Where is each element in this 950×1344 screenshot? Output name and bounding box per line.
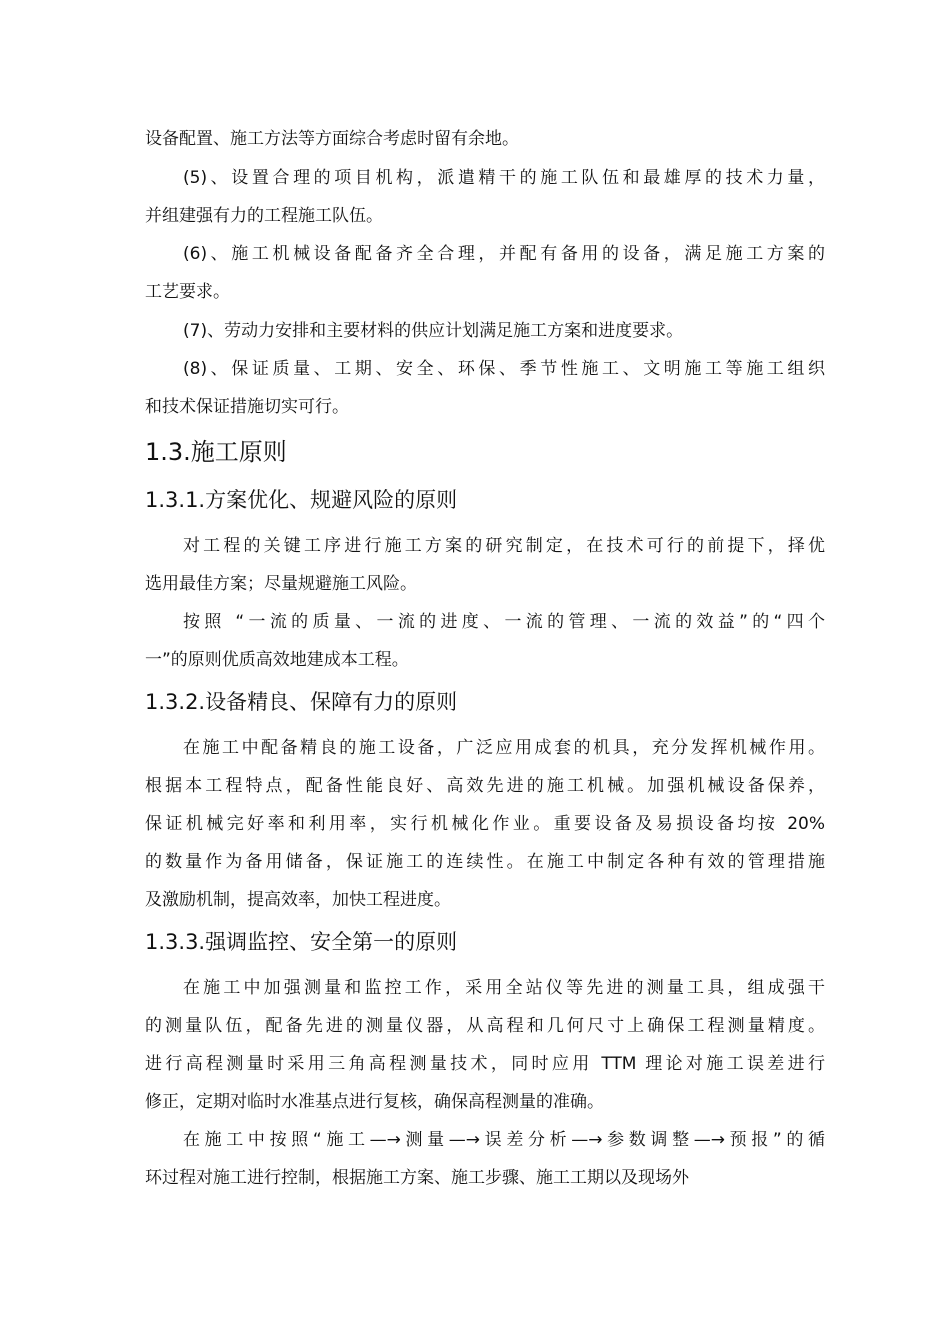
list-item-6-line-1: (6)、施工机械设备配备齐全合理，并配有备用的设备，满足施工方案的 xyxy=(183,244,825,264)
subsection-heading-1-3-2: 1.3.2.设备精良、保障有力的原则 xyxy=(145,690,458,714)
paragraph-line: 设备配置、施工方法等方面综合考虑时留有余地。 xyxy=(145,129,519,149)
subsection-heading-1-3-1: 1.3.1.方案优化、规避风险的原则 xyxy=(145,488,458,512)
list-item-8-line-1: (8)、保证质量、工期、安全、环保、季节性施工、文明施工等施工组织 xyxy=(183,359,825,379)
paragraph-line: 对工程的关键工序进行施工方案的研究制定，在技术可行的前提下，择优 xyxy=(183,536,825,556)
paragraph-line: 进行高程测量时采用三角高程测量技术，同时应用 TTM 理论对施工误差进行 xyxy=(145,1054,825,1074)
list-item-7: (7)、劳动力安排和主要材料的供应计划满足施工方案和进度要求。 xyxy=(183,321,684,341)
paragraph-line: 在施工中配备精良的施工设备，广泛应用成套的机具，充分发挥机械作用。 xyxy=(183,738,825,758)
list-item-5-line-1: (5)、设置合理的项目机构，派遣精干的施工队伍和最雄厚的技术力量， xyxy=(183,168,825,188)
paragraph-line: 的测量队伍，配备先进的测量仪器，从高程和几何尺寸上确保工程测量精度。 xyxy=(145,1016,825,1036)
list-item-5-line-2: 并组建强有力的工程施工队伍。 xyxy=(145,206,383,226)
paragraph-line: 及激励机制，提高效率，加快工程进度。 xyxy=(145,890,451,910)
paragraph-line: 一”的原则优质高效地建成本工程。 xyxy=(145,650,409,670)
paragraph-line: 在施工中加强测量和监控工作，采用全站仪等先进的测量工具，组成强干 xyxy=(183,978,825,998)
paragraph-line: 根据本工程特点，配备性能良好、高效先进的施工机械。加强机械设备保养， xyxy=(145,776,825,796)
paragraph-line: 选用最佳方案；尽量规避施工风险。 xyxy=(145,574,417,594)
paragraph-line: 保证机械完好率和利用率，实行机械化作业。重要设备及易损设备均按 20% xyxy=(145,814,825,834)
paragraph-line: 环过程对施工进行控制，根据施工方案、施工步骤、施工工期以及现场外 xyxy=(145,1168,689,1188)
paragraph-line: 修正，定期对临时水准基点进行复核，确保高程测量的准确。 xyxy=(145,1092,604,1112)
list-item-6-line-2: 工艺要求。 xyxy=(145,282,230,302)
paragraph-line: 按照 “一流的质量、一流的进度、一流的管理、一流的效益”的“四个 xyxy=(183,612,825,632)
section-heading-1-3: 1.3.施工原则 xyxy=(145,438,287,466)
list-item-8-line-2: 和技术保证措施切实可行。 xyxy=(145,397,349,417)
paragraph-line: 在施工中按照“施工—→测量—→误差分析—→参数调整—→预报”的循 xyxy=(183,1130,825,1150)
paragraph-line: 的数量作为备用储备，保证施工的连续性。在施工中制定各种有效的管理措施 xyxy=(145,852,825,872)
subsection-heading-1-3-3: 1.3.3.强调监控、安全第一的原则 xyxy=(145,930,458,954)
